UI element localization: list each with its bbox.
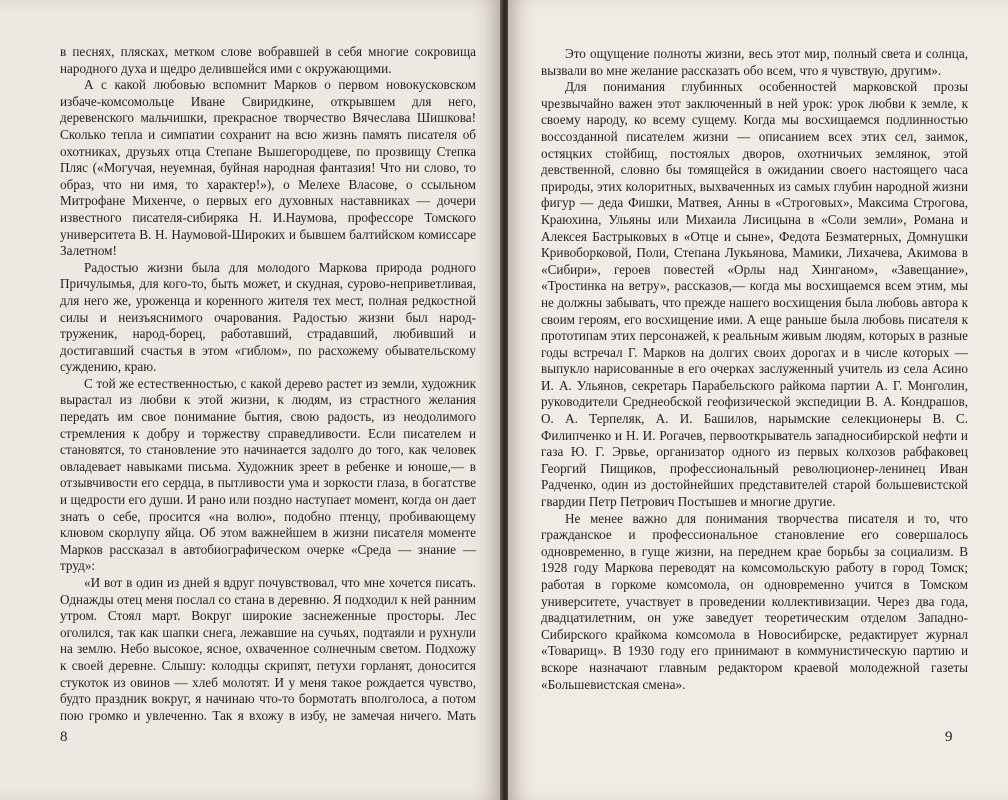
paragraph: Это ощущение полноты жизни, весь этот мир, полный света и солнца, вызвали во мне желание рассказать обо всем, что я чувствую, другим». — [541, 46, 968, 78]
paragraph: в песнях, плясках, метком слове вобравшей в себя многие сокровища народного духа и щедро делившейся ими с окружающими. — [60, 44, 476, 76]
page-number: 9 — [945, 729, 953, 745]
paragraph: Для понимания глубинных особенностей марковской прозы чрезвычайно важен этот заключенный в ней урок: урок любви к земле, к своему народу, ко всему сущему. Когда мы восхищаемся подлинностью воссозданной писателем жизни — описанием всех этих сел, заимок, остяцких стойбищ, постоялых дворов, охотничьих землянок, этой девственной, словно бы томящейся в ожидании своего настоящего часа природы, этих колоритных, выхваченных из самых глубин народной жизни фигур — деда Фишки, Матвея, Анны в «Строговых», Максима Строгова, Краюхина, Ульяны или Михаила Лисицына в «Соли земли», Романа и Алексея Бастрыковых в «Отце и сыне», Федота Безматерных, Домнушки Кривоборковой, Поли, Степана Лукьянова, Мамики, Лихачева, Акимова в «Сибири», героев повестей «Орлы над Хинганом», «Завещание», «Тростинка на ветру», рассказов,— когда мы восхищаемся всем этим, мы не должны забывать, что прежде нашего восхищения была любовь автора к своим героям, его восхищение ими. А еще раньше была любовь писателя к прототипам этих персонажей, к реальным живым людям, которых в разные годы встречал Г. Марков на долгих своих дорогах и в числе которых — выпукло нарисованные в его очерках заслуженный учитель из села Асино И. А. Ульянов, секретарь Парабельского райкома партии А. Г. Монголин, руководители Среднеобской геофизической экспедиции В. А. Кондрашов, О. А. Терпеляк, А. И. Башилов, нарымские селекционеры В. С. Филипченко и Н. И. Рогачев, первооткрыватель западносибирской нефти и газа Ю. Г. Эрвье, организатор одного из первых колхозов рабфаковец Георгий Пищиков, профессиональный революционер-ленинец Иван Радченко, один из достойнейших представителей старой большевистской гвардии Петр Петрович Постышев и многие другие. — [541, 79, 968, 510]
paragraph: «И вот в один из дней я вдруг почувствовал, что мне хочется писать. Однажды отец меня послал со стана в деревню. Я подходил к ней ранним утром. Стоял март. Вокруг широкие заснеженные просторы. Лес оголился, так как шапки снега, лежавшие на сучьях, подтаяли и рухнули на землю. Небо высокое, ясное, охваченное солнечным светом. Подхожу к своей деревне. Слышу: колодцы скрипят, петухи горланят, доносится стукоток из овинов — хлеб молотят. И у меня такое рождается чувство, будто праздник вокруг, я начинаю что-то бормотать вполголоса, а потом пою громко и увлеченно. Так я вхожу в избу, не замечая ничего. Мать — [60, 575, 476, 723]
paragraph: А с какой любовью вспомнит Марков о первом новокусковском избаче-комсомольце Иване Свиридкине, открывшем для него, деревенского мальчишки, прекрасное творчество Вячеслава Шишкова! Сколько тепла и симпатии сохранит на всю жизнь память писателя об охотниках, друзьях отца Степане Вышегородцеве, по прозвищу Степка Пляс («Могучая, неуемная, буйная народная фантазия! Что ни слово, то образ, что ни имя, то характер!»), о Мелехе Власове, о ссыльном Митрофане Михенче, о первых его духовных наставниках — дочери известного писателя-сибиряка Н. И.Наумова, профессоре Томского университета В. Н. Наумовой-Широких и бывшем балтийском комиссаре Залетном! — [60, 77, 476, 259]
left-page-text — [60, 44, 476, 724]
paragraph: Не менее важно для понимания творчества писателя и то, что гражданское и профессиональное становление его совершалось одновременно, в гуще жизни, на переднем крае борьбы за социализм. В 1928 году Маркова переводят на комсомольскую работу в город Томск; работая в горкоме комсомола, он одновременно учится в Томском университете, участвует в проведении коллективизации. Через два года, двадцатилетним, он уже заведует теоретическим отделом Западно-Сибирского крайкома комсомола в Новосибирске, редактирует журнал «Товарищ». В 1930 году его принимают в коммунистическую партию и вскоре назначают главным редактором краевой молодежной газеты «Большевистская смена». — [541, 510, 968, 692]
right-page — [508, 0, 1008, 800]
page-number: 8 — [60, 729, 68, 745]
right-page-text — [541, 46, 968, 726]
paragraph: С той же естественностью, с какой дерево растет из земли, художник вырастал из любви к этой жизни, к людям, из страстного желания передать им свое понимание бытия, свою радость, из неодолимого стремления к добру и торжеству справедливости. Если писателем и становятся, то становление это начинается задолго до того, как человек овладевает навыками письма. Художник зреет в ребенке и юноше,— в отзывчивости его сердца, в пытливости ума и зоркости глаза, в богатстве и щедрости его души. И рано или поздно наступает момент, когда он дает знать о себе, просится «на волю», подобно птенцу, пробивающему клювом скорлупу яйца. Об этом важнейшем в жизни писателя моменте Марков рассказал в автобиографическом очерке «Среда — знание — труд»: — [60, 375, 476, 574]
paragraph: Радостью жизни была для молодого Маркова природа родного Причулымья, для кого-то, быть может, и скудная, сурово-неприветливая, для него же, уроженца и коренного жителя тех мест, полная редкостной силы и неизъяснимого очарования. Радостью жизни был народ-труженик, народ-борец, работавший, страдавший, любивший и достигавший счастья в этом «гиблом», по расхожему обывательскому суждению, краю. — [60, 259, 476, 375]
